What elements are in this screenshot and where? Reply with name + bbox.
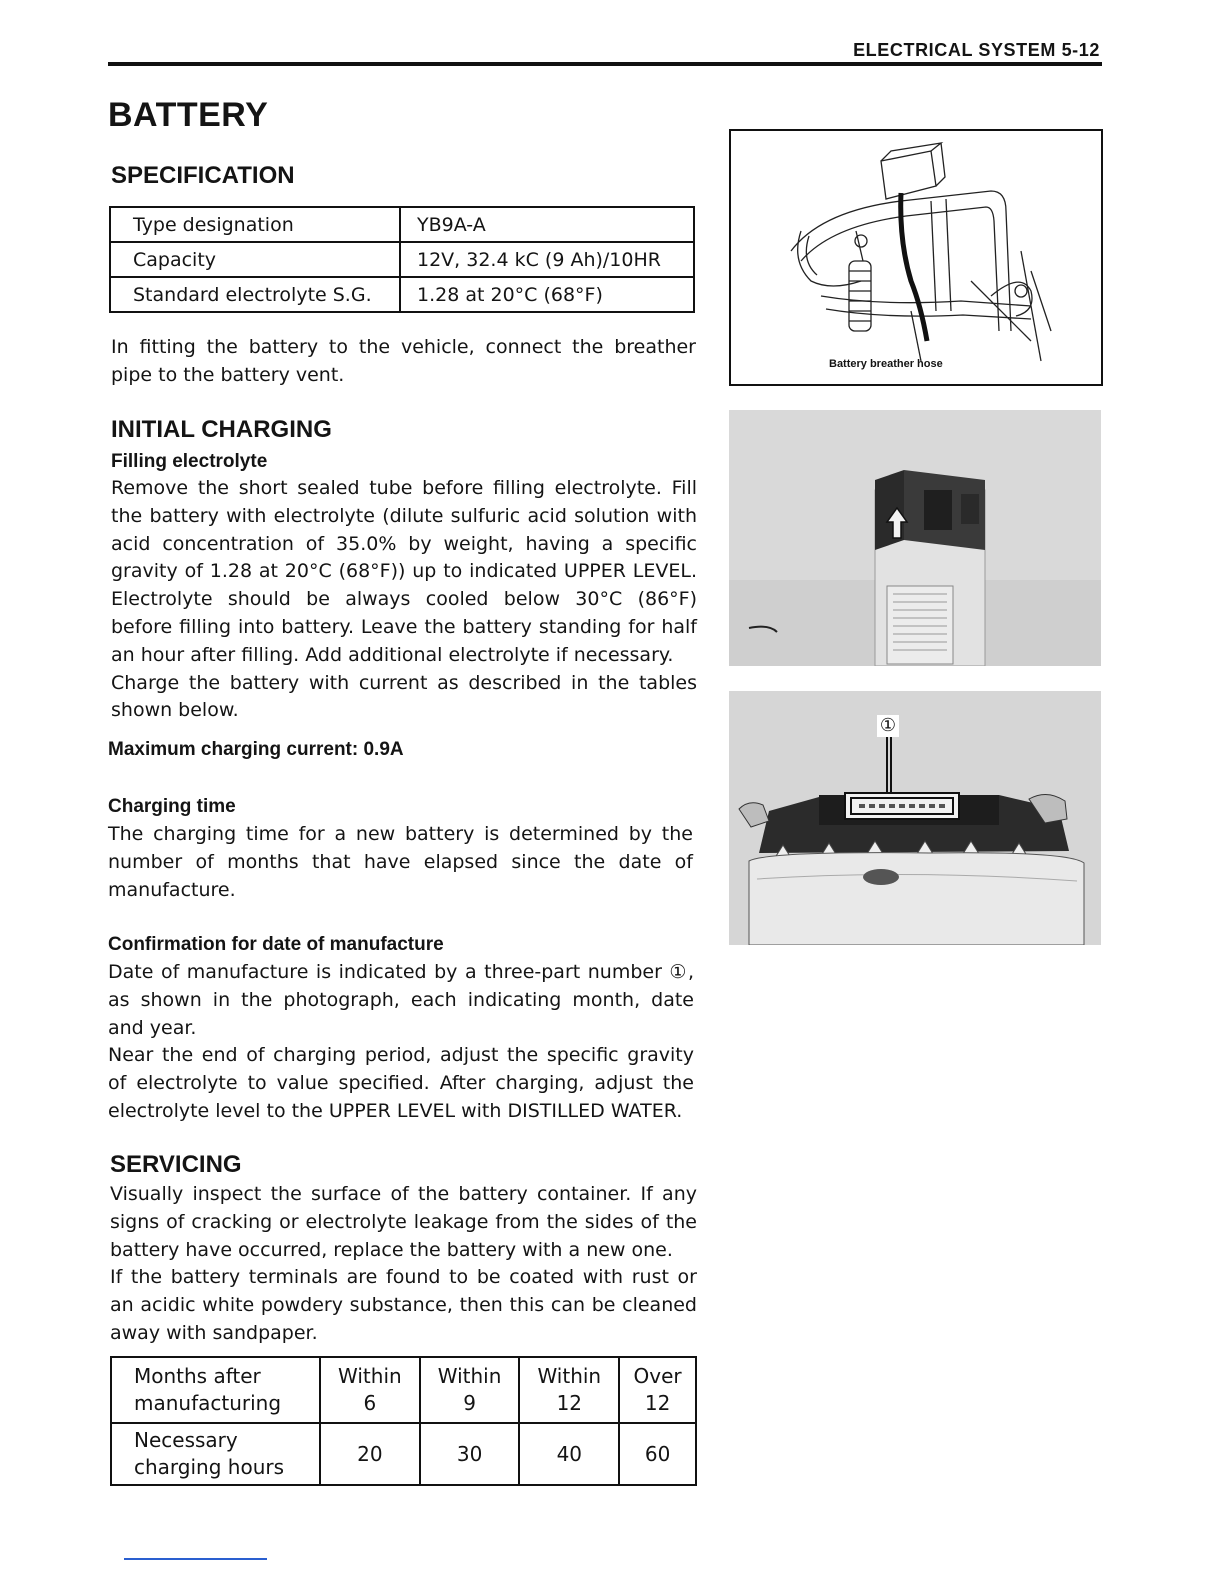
specification-table: [109, 206, 695, 313]
spec-label: Standard electrolyte S.G.: [110, 277, 400, 312]
breather-hose-diagram: [729, 129, 1103, 386]
row-header-line: charging hours: [134, 1455, 285, 1479]
confirmation-text: [108, 959, 694, 1126]
servicing-paragraph-1: Visually inspect the surface of the battery container. If any signs of cracking or electrolyte leakage from the sides of the battery have occurred, replace the battery with a new one.: [110, 1183, 697, 1261]
table-row: [110, 242, 694, 277]
months-cell: [519, 1357, 619, 1423]
months-cell: [320, 1357, 420, 1423]
table-row-header: [111, 1357, 320, 1423]
spec-value: YB9A-A: [400, 207, 694, 242]
spec-label: Type designation: [110, 207, 400, 242]
hours-cell: 30: [420, 1423, 520, 1485]
diagram-caption: Battery breather hose: [829, 358, 943, 370]
months-value: 12: [556, 1391, 583, 1415]
battery-date-code-illustration: [729, 691, 1101, 945]
spec-value: 1.28 at 20°C (68°F): [400, 277, 694, 312]
spec-value: 12V, 32.4 kC (9 Ah)/10HR: [400, 242, 694, 277]
charging-time-text: The charging time for a new battery is determined by the number of months that have elapsed since the date of manufacture.: [108, 823, 693, 901]
table-row-header: [111, 1423, 320, 1485]
table-row: [110, 207, 694, 242]
filling-paragraph-1: Remove the short sealed tube before filling electrolyte. Fill the battery with electrolyte (dilute sulfuric acid solution with acid concentration of 35.0% by weight, having a specific gravity of 1.28 at 20°C (68°F)) up to indicated UPPER LEVEL. Electrolyte should be always cooled below 30°C (86°F) before filling into battery. Leave the battery standing for half an hour after filling. Add additional electrolyte if necessary.: [111, 477, 697, 666]
footer-rule: [124, 1558, 267, 1560]
months-qualifier: Within: [537, 1364, 602, 1388]
confirmation-paragraph-2: Near the end of charging period, adjust the specific gravity of electrolyte to value specified. After charging, adjust the electrolyte level to the UPPER LEVEL with DISTILLED WATER.: [108, 1044, 694, 1122]
spec-label: Capacity: [110, 242, 400, 277]
max-charging-current: Maximum charging current: 0.9A: [108, 739, 404, 760]
hours-cell: 60: [619, 1423, 696, 1485]
table-row: [111, 1423, 696, 1485]
hours-cell: 40: [519, 1423, 619, 1485]
months-cell: [619, 1357, 696, 1423]
months-qualifier: Over: [633, 1364, 682, 1388]
initial-charging-heading: INITIAL CHARGING: [111, 416, 332, 443]
row-header-line: Months after: [134, 1364, 261, 1388]
battery-filling-photo: [729, 410, 1101, 666]
filling-electrolyte-heading: Filling electrolyte: [111, 451, 268, 472]
months-value: 12: [644, 1391, 671, 1415]
months-qualifier: Within: [437, 1364, 502, 1388]
running-header: [853, 40, 1100, 61]
row-header-line: Necessary: [134, 1428, 238, 1452]
months-cell: [420, 1357, 520, 1423]
page-title: BATTERY: [108, 96, 269, 134]
battery-date-code-photo: [729, 691, 1101, 945]
filling-electrolyte-text: [111, 475, 697, 725]
servicing-heading: SERVICING: [110, 1151, 242, 1178]
servicing-text: [110, 1181, 697, 1348]
table-row: [111, 1357, 696, 1423]
specification-note: In fitting the battery to the vehicle, connect the breather pipe to the battery vent.: [111, 336, 696, 386]
months-value: 9: [463, 1391, 476, 1415]
callout-number-1: ①: [877, 715, 899, 737]
battery-filling-photo-illustration: [729, 410, 1101, 666]
months-qualifier: Within: [338, 1364, 402, 1388]
confirmation-heading: Confirmation for date of manufacture: [108, 934, 444, 955]
row-header-line: manufacturing: [134, 1391, 282, 1415]
frame-line-drawing: [731, 131, 1101, 384]
confirmation-paragraph-1: Date of manufacture is indicated by a three-part number ①, as shown in the photograph, each indicating month, date and year.: [108, 961, 694, 1039]
table-row: [110, 277, 694, 312]
servicing-paragraph-2: If the battery terminals are found to be coated with rust or an acidic white powdery substance, then this can be cleaned away with sandpaper.: [110, 1266, 697, 1344]
hours-cell: 20: [320, 1423, 420, 1485]
charging-time-heading: Charging time: [108, 796, 236, 817]
header-rule: [108, 62, 1102, 66]
header-page-number: 5-12: [1061, 40, 1100, 60]
charging-hours-table: [110, 1356, 697, 1486]
filling-paragraph-2: Charge the battery with current as described in the tables shown below.: [111, 671, 697, 722]
specification-heading: SPECIFICATION: [111, 162, 295, 189]
months-value: 6: [363, 1391, 377, 1415]
header-section: ELECTRICAL SYSTEM: [853, 40, 1056, 60]
